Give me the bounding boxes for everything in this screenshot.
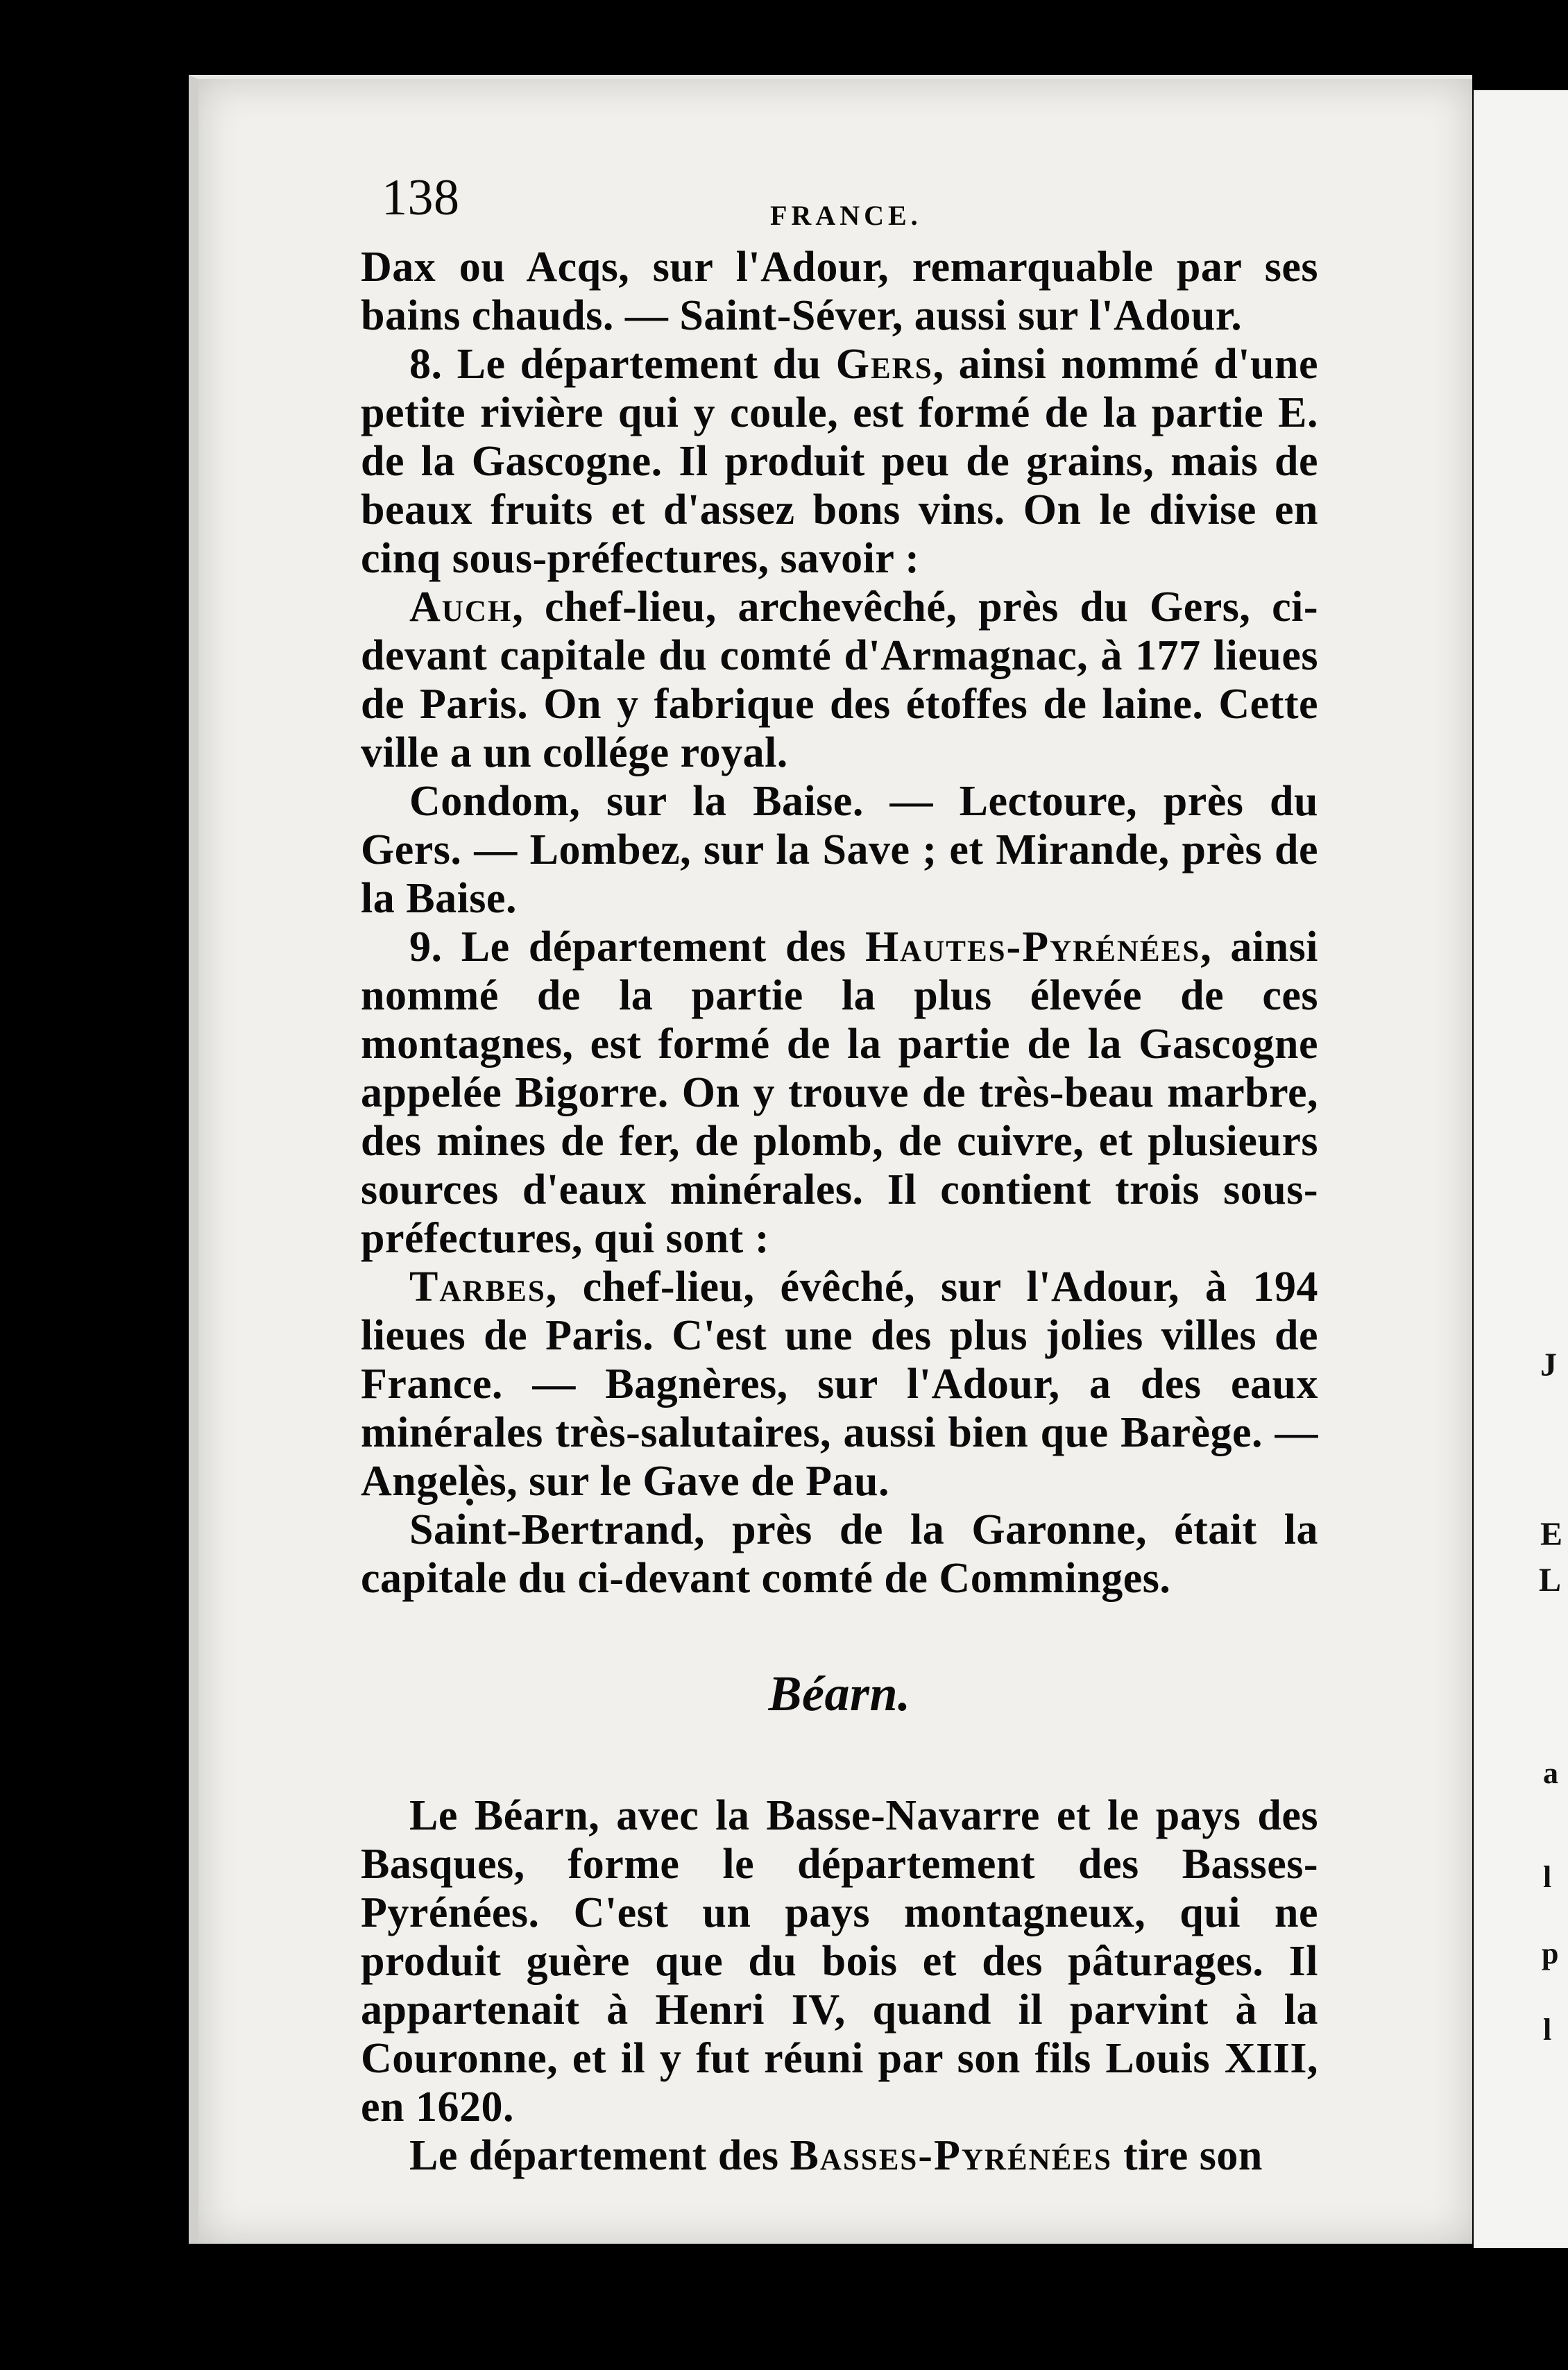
- facing-page-letter: a: [1543, 1756, 1558, 1790]
- paragraph: 8. Le département du Gers, ainsi nommé d'une petite rivière qui y coule, est formé de la partie E. de la Gascogne. Il produit peu de grains, mais de beaux fruits et d'assez bons vins. On le divise en cinq sous-préfectures, savoir :: [361, 341, 1319, 582]
- facing-page: [1474, 90, 1568, 2248]
- paragraph: Le Béarn, avec la Basse-Navarre et le pays des Basques, forme le département des Basses-Pyrénées. C'est un pays montagneux, qui ne produit guère que du bois et des pâturages. Il appartenait à Henri IV, quand il parvint à la Couronne, et il y fut réuni par son fils Louis XIII, en 1620.: [361, 1792, 1318, 2131]
- facing-page-letter: l: [1543, 2013, 1552, 2047]
- facing-page-letter: l: [1543, 1860, 1552, 1894]
- department-name: Hautes-Pyrénées: [864, 923, 1201, 971]
- paragraph: Auch, chef-lieu, archevêché, près du Gers, ci-devant capitale du comté d'Armagnac, à 177 lieues de Paris. On y fabrique des étoffes de laine. Cette ville a un collége royal.: [361, 583, 1318, 776]
- paragraph: Tarbes, chef-lieu, évêché, sur l'Adour, à 194 lieues de Paris. C'est une des plus jolies villes de France. — Bagnères, sur l'Adour, a des eaux minérales très-salutaires, aussi bien que Barège. — Angelès, sur le Gave de Pau.: [361, 1263, 1318, 1505]
- running-head: FRANCE.: [770, 200, 922, 231]
- facing-page-letter: J: [1540, 1347, 1557, 1383]
- facing-page-letter: p: [1542, 1936, 1559, 1970]
- paragraph: Le département des Basses-Pyrénées tire son: [409, 2132, 1263, 2179]
- page-header: [361, 169, 1318, 243]
- paragraph: Dax ou Acqs, sur l'Adour, remarquable par ses bains chauds. — Saint-Séver, aussi sur l'Adour.: [361, 244, 1318, 339]
- section-title: Béarn.: [768, 1666, 911, 1721]
- department-name: Basses-Pyrénées: [790, 2132, 1112, 2179]
- paragraph: 9. Le département des Hautes-Pyrénées, ainsi nommé de la partie la plus élevée de ces montagnes, est formé de la partie de la Gascogne appelée Bigorre. On y trouve de très-beau marbre, des mines de fer, de plomb, de cuivre, et plusieurs sources d'eaux minérales. Il contient trois sous-préfectures, qui sont :: [361, 923, 1318, 1262]
- page-number: 138: [382, 169, 460, 226]
- paragraph: Saint-Bertrand, près de la Garonne, était la capitale du ci-devant comté de Comminges.: [361, 1506, 1318, 1602]
- city-name: Tarbes: [409, 1263, 546, 1311]
- city-name: Auch: [409, 583, 513, 631]
- facing-page-letter: L: [1539, 1562, 1562, 1599]
- facing-page-letter: E: [1540, 1516, 1563, 1553]
- page-content: [361, 169, 1319, 2180]
- paragraph: Condom, sur la Baise. — Lectoure, près du Gers. — Lombez, sur la Save ; et Mirande, près de la Baise.: [361, 778, 1318, 922]
- department-name: Gers: [835, 341, 933, 388]
